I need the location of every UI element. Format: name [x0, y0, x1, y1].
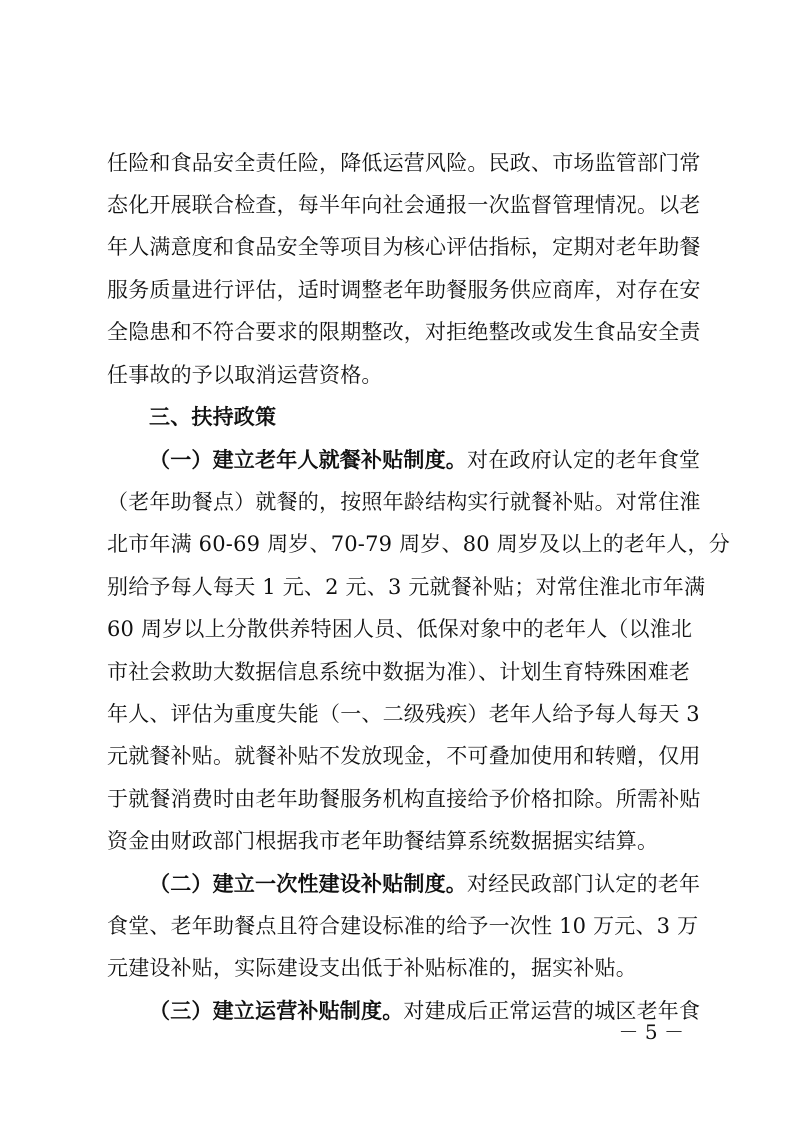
paragraph-2-line-3: 元建设补贴，实际建设支出低于补贴标准的，据实补贴。: [107, 956, 637, 980]
paragraph-2-first-line: [149, 864, 701, 904]
paragraph-1-first-line-rest: 对在政府认定的老年食堂: [467, 448, 701, 472]
paragraph-1-line-4: 别给予每人每天 1 元、2 元、3 元就餐补贴；对常住淮北市年满: [107, 575, 706, 599]
paragraph-1-first-line: [149, 440, 701, 480]
paragraph-1-line-10: 资金由财政部门根据我市老年助餐结算系统数据据实结算。: [107, 829, 659, 853]
paragraph-1-title: （一）建立老年人就餐补贴制度。: [149, 447, 467, 472]
body-line-2: 态化开展联合检查，每半年向社会通报一次监督管理情况。以老: [107, 193, 701, 217]
body-line-6: 任事故的予以取消运营资格。: [107, 363, 383, 387]
page-number: － 5 －: [618, 1020, 684, 1044]
body-line-3: 年人满意度和食品安全等项目为核心评估指标，定期对老年助餐: [107, 235, 701, 259]
body-line-4: 服务质量进行评估，适时调整老年助餐服务供应商库，对存在安: [107, 278, 701, 302]
paragraph-2-title: （二）建立一次性建设补贴制度。: [149, 871, 467, 896]
paragraph-2-line-2: 食堂、老年助餐点且符合建设标准的给予一次性 10 万元、3 万: [107, 914, 699, 938]
paragraph-1-line-9: 于就餐消费时由老年助餐服务机构直接给予价格扣除。所需补贴: [107, 787, 701, 811]
section-heading: 三、扶持政策: [149, 405, 277, 429]
paragraph-1-line-3: 北市年满 60-69 周岁、70-79 周岁、80 周岁及以上的老年人，分: [107, 532, 730, 556]
body-line-5: 全隐患和不符合要求的限期整改，对拒绝整改或发生食品安全责: [107, 320, 701, 344]
paragraph-3-title: （三）建立运营补贴制度。: [149, 998, 404, 1023]
paragraph-1-line-7: 年人、评估为重度失能（一、二级残疾）老年人给予每人每天 3: [107, 702, 700, 726]
paragraph-1-line-6: 市社会救助大数据信息系统中数据为准）、计划生育特殊困难老: [107, 660, 691, 684]
paragraph-2-first-line-rest: 对经民政部门认定的老年: [467, 872, 701, 896]
paragraph-1-line-2: （老年助餐点）就餐的，按照年龄结构实行就餐补贴。对常住淮: [107, 490, 701, 514]
paragraph-3-first-line-rest: 对建成后正常运营的城区老年食: [403, 999, 701, 1023]
paragraph-1-line-8: 元就餐补贴。就餐补贴不发放现金，不可叠加使用和转赠，仅用: [107, 744, 701, 768]
paragraph-1-line-5: 60 周岁以上分散供养特困人员、低保对象中的老年人（以淮北: [107, 617, 693, 641]
body-line-1: 任险和食品安全责任险，降低运营风险。民政、市场监管部门常: [107, 151, 701, 175]
